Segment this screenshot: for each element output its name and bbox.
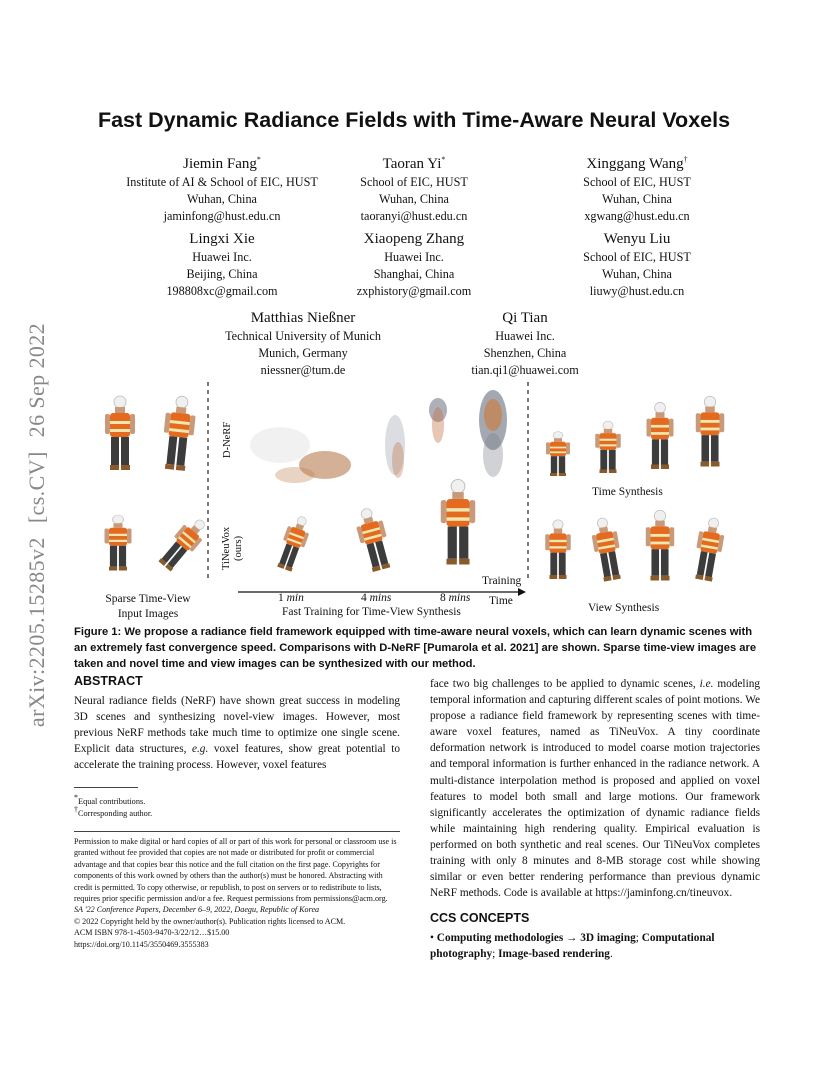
author-location: Beijing, China: [186, 266, 258, 281]
author-email: 198808xc@gmail.com: [166, 283, 278, 298]
isbn-line: ACM ISBN 978-1-4503-9470-3/22/12…$15.00: [74, 928, 230, 938]
abstract-left-column: Neural radiance fields (NeRF) have shown great success in modeling 3D scenes and synthesizing novel-view images. However, most previous NeRF methods take much time to optimize one single scene. Explicit data structures, e.g. voxel features, show great potential to accelerate the training process. However, voxel features: [74, 695, 400, 772]
permission-rule: [74, 831, 400, 832]
input-image: [155, 513, 211, 574]
input-image: [105, 515, 132, 571]
view-synthesis-image: [545, 520, 571, 579]
author-name: Qi Tian: [502, 310, 548, 326]
view-synthesis-image: [589, 516, 625, 582]
author-affiliation: School of EIC, HUST: [360, 175, 468, 189]
time-synthesis-image: [546, 432, 570, 476]
author-block: [410, 308, 640, 378]
author-block: [299, 150, 529, 224]
author-name: Lingxi Xie: [189, 231, 255, 247]
author-name: Taoran Yi*: [382, 155, 446, 172]
author-block: [522, 229, 752, 299]
author-email: liuwy@hust.edu.cn: [589, 283, 685, 298]
tick-label-4-mins: 4 mins: [361, 592, 392, 604]
author-affiliation: Huawei Inc.: [192, 250, 252, 264]
tick-label-1-min: 1 min: [278, 592, 304, 604]
author-email: tian.qi1@huawei.com: [471, 362, 579, 377]
arxiv-stamp: [8, 290, 66, 760]
tineuvox-result: [352, 505, 394, 573]
time-synthesis-image: [595, 421, 621, 473]
author-name: Matthias Nießner: [250, 310, 356, 326]
view-synthesis-label: View Synthesis: [588, 602, 660, 614]
arxiv-category: [cs.CV]: [24, 451, 49, 524]
time-synthesis-image: [696, 396, 725, 466]
ccs-heading: CCS CONCEPTS: [430, 911, 530, 925]
figure-caption: Figure 1: We propose a radiance field framework equipped with time-aware neural voxels, which can learn dynamic scenes with an extremely fast convergence speed. Comparisons with D-NeRF [Pumarola et al. 2021] are shown. Sparse time-view images are taken and novel time and view images can be synthesized with our method.: [74, 626, 757, 670]
arxiv-date: 26 Sep 2022: [24, 322, 49, 438]
view-synthesis-image: [691, 516, 727, 582]
time-label: Time: [489, 595, 513, 607]
time-synthesis-image: [647, 402, 674, 469]
footnote-corresponding: †Corresponding author.: [74, 805, 153, 818]
author-affiliation: School of EIC, HUST: [583, 175, 691, 189]
author-email: niessner@tum.de: [260, 362, 346, 377]
author-name: Xiaopeng Zhang: [363, 231, 465, 247]
training-label: Training: [482, 575, 522, 587]
row-label-tineuvox: TiNeuVox (ours): [221, 526, 244, 570]
abstract-right-column: face two big challenges to be applied to dynamic scenes, i.e. modeling temporal information and capturing different scales of point motions. We propose a radiance field framework by representing scenes with time-aware voxel features, named as TiNeuVox. A tiny coordinate deformation network is introduced to model coarse motion trajectories and temporal information is further enhanced in the radiance network. A multi-distance interpolation method is proposed and applied on voxel features to model both small and large motions. Our framework significantly accelerates the optimization of dynamic radiance fields while maintaining high rendering quality. Empirical evaluation is performed on both synthetic and real scenes. Our TiNeuVox completes training with only 8 minutes and 8-MB storage cost while showing similar or even better rendering performance than previous dynamic NeRF methods. Code is available at https://jaminfong.cn/tineuvox.: [430, 678, 760, 900]
axis-arrowhead: [518, 588, 526, 596]
author-location: Shenzhen, China: [483, 345, 567, 360]
author-email: jaminfong@hust.edu.cn: [163, 208, 281, 223]
tineuvox-result: [441, 479, 476, 564]
paper-title: Fast Dynamic Radiance Fields with Time-Aware Neural Voxels: [97, 108, 731, 132]
fast-training-label: Fast Training for Time-View Synthesis: [282, 606, 461, 618]
arxiv-stamp-text: [24, 323, 50, 727]
view-synthesis-image: [646, 510, 675, 580]
teaser-figure: [80, 380, 760, 620]
input-image: [160, 395, 198, 472]
author-block: [299, 229, 529, 299]
row-label-dnerf: D-NeRF: [222, 421, 233, 458]
dnerf-results: [250, 390, 507, 483]
tick-label-8-mins: 8 mins: [440, 592, 471, 604]
author-location: Wuhan, China: [379, 191, 449, 206]
footnote-rule: [74, 787, 138, 788]
tineuvox-result: [274, 513, 314, 573]
sparse-input-label: Sparse Time-View Input Images: [105, 593, 191, 620]
abstract-heading: ABSTRACT: [74, 674, 143, 688]
author-location: Shanghai, China: [373, 266, 455, 281]
author-name: Jiemin Fang*: [183, 155, 261, 172]
arxiv-id: arXiv:2205.15285v2: [24, 537, 49, 728]
author-affiliation: Institute of AI & School of EIC, HUST: [126, 175, 318, 189]
conference-info: SA '22 Conference Papers, December 6–9, 2022, Daegu, Republic of Korea: [74, 905, 320, 915]
permission-text: Permission to make digital or hard copies of all or part of this work for personal or classroom use is granted without fee provided that copies are not made or distributed for profit or commercial advantage and that copies bear this notice and the full citation on the first page. Copyrights for components of this work owned by others than the author(s) must be honored. Abstracting with credit is permitted. To copy otherwise, or republish, to post on servers or to redistribute to lists, requires prior specific permission and/or a fee. Request permissions from permissions@acm.org.: [74, 837, 397, 904]
author-location: Munich, Germany: [258, 345, 348, 360]
doi-link[interactable]: https://doi.org/10.1145/3550469.3555383: [74, 939, 209, 949]
teaser-figure-graphics: [80, 380, 760, 620]
author-name: Wenyu Liu: [603, 231, 671, 247]
author-affiliation: Huawei Inc.: [495, 329, 555, 343]
author-name: Xinggang Wang†: [586, 155, 688, 172]
author-block: [522, 150, 752, 224]
copyright-line: © 2022 Copyright held by the owner/author(s). Publication rights licensed to ACM.: [74, 916, 346, 926]
input-image: [105, 396, 135, 470]
author-email: xgwang@hust.edu.cn: [584, 208, 690, 223]
author-affiliation: School of EIC, HUST: [583, 250, 691, 264]
permission-block: [74, 836, 400, 950]
author-email: taoranyi@hust.edu.cn: [360, 208, 468, 223]
author-location: Wuhan, China: [187, 191, 257, 206]
author-location: Wuhan, China: [602, 266, 672, 281]
author-affiliation: Huawei Inc.: [384, 250, 444, 264]
author-affiliation: Technical University of Munich: [225, 329, 381, 343]
author-email: zxphistory@gmail.com: [356, 283, 472, 298]
ccs-concepts: • Computing methodologies → 3D imaging; Computational photography; Image-based rendering.: [430, 932, 715, 961]
author-block: [188, 308, 418, 378]
footnote-equal: *Equal contributions.: [74, 793, 146, 806]
time-synthesis-label: Time Synthesis: [592, 486, 663, 498]
author-location: Wuhan, China: [602, 191, 672, 206]
